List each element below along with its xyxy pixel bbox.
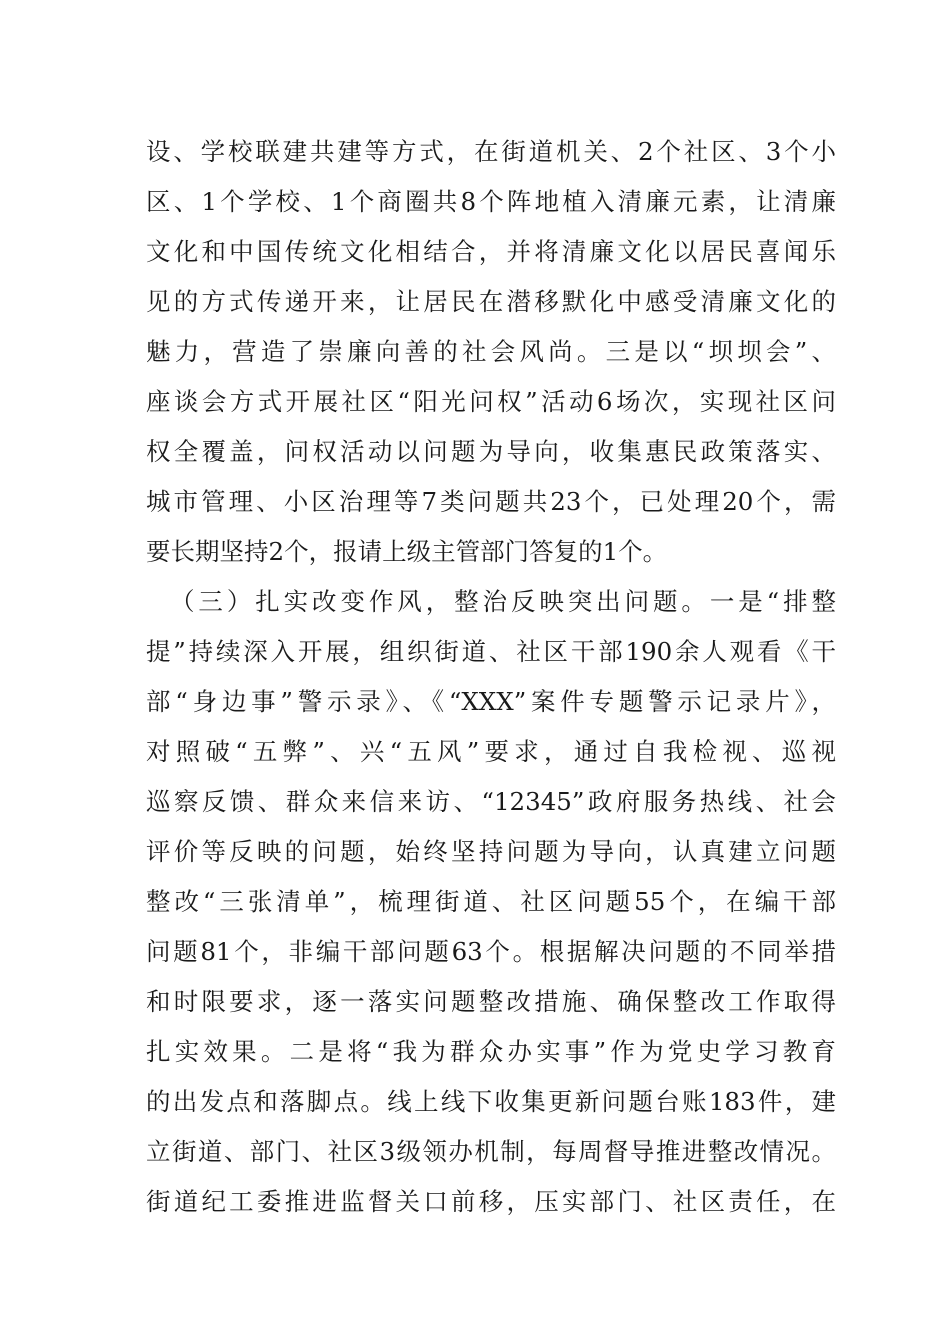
text-line: 要长期坚持2个，报请上级主管部门答复的1个。 [146,537,668,566]
text-line: 立街道、部门、社区3级领办机制，每周督导推进整改情况。 [146,1137,836,1166]
text-line: 权全覆盖，问权活动以问题为导向，收集惠民政策落实、 [146,437,836,466]
text-line: 对照破“五弊”、兴“五风”要求，通过自我检视、巡视 [146,737,836,766]
text-line: 评价等反映的问题，始终坚持问题为导向，认真建立问题 [146,837,836,866]
text-line: 城市管理、小区治理等7类问题共23个，已处理20个，需 [146,487,836,516]
paragraph-start-line: （三）扎实改变作风，整治反映突出问题。一是“排整 [170,587,836,616]
text-line: 街道纪工委推进监督关口前移，压实部门、社区责任，在 [146,1187,836,1216]
text-line: 部“身边事”警示录》、《“XXX”案件专题警示记录片》， [146,687,836,716]
text-line: 整改“三张清单”，梳理街道、社区问题55个，在编干部 [146,887,836,916]
text-line: 设、学校联建共建等方式，在街道机关、2个社区、3个小 [146,137,836,166]
text-line: 见的方式传递开来，让居民在潜移默化中感受清廉文化的 [146,287,836,316]
text-line: 巡察反馈、群众来信来访、“12345”政府服务热线、社会 [146,787,836,816]
text-line: 座谈会方式开展社区“阳光问权”活动6场次，实现社区问 [146,387,836,416]
text-line: 区、1个学校、1个商圈共8个阵地植入清廉元素，让清廉 [146,187,836,216]
text-line: 扎实效果。二是将“我为群众办实事”作为党史学习教育 [146,1037,836,1066]
text-line: 的出发点和落脚点。线上线下收集更新问题台账183件，建 [146,1087,836,1116]
text-line: 魅力，营造了崇廉向善的社会风尚。三是以“坝坝会”、 [146,337,836,366]
text-line: 问题81个，非编干部问题63个。根据解决问题的不同举措 [146,937,836,966]
text-line: 文化和中国传统文化相结合，并将清廉文化以居民喜闻乐 [146,237,836,266]
text-line: 提”持续深入开展，组织街道、社区干部190余人观看《干 [146,637,836,666]
text-line: 和时限要求，逐一落实问题整改措施、确保整改工作取得 [146,987,836,1016]
